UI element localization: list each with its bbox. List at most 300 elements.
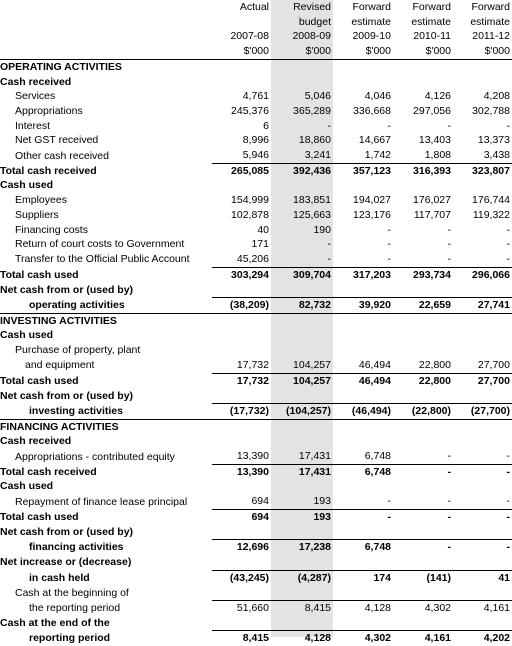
row-label: Employees bbox=[15, 194, 67, 207]
table-row bbox=[0, 104, 512, 119]
row-value: 4,302 bbox=[393, 601, 453, 616]
row-value bbox=[212, 75, 271, 90]
row-label: Interest bbox=[15, 119, 51, 132]
table-row bbox=[0, 343, 512, 358]
row-value: - bbox=[453, 464, 512, 479]
row-label: in cash held bbox=[29, 571, 90, 584]
row-value: (38,209) bbox=[212, 298, 271, 314]
row-value bbox=[333, 388, 393, 403]
row-value: 194,027 bbox=[353, 194, 391, 207]
row-value: 125,663 bbox=[293, 208, 331, 221]
row-value: 12,696 bbox=[212, 540, 271, 555]
table-row bbox=[0, 570, 512, 585]
row-value: 3,438 bbox=[483, 149, 510, 162]
row-label: Net cash from or (used by) bbox=[0, 283, 134, 296]
row-value bbox=[271, 343, 333, 358]
table-row bbox=[0, 585, 512, 600]
row-value: 190 bbox=[313, 223, 331, 236]
row-value bbox=[271, 525, 333, 540]
row-label: Total cash received bbox=[0, 465, 97, 478]
row-value: 17,732 bbox=[236, 358, 269, 371]
row-value: 694 bbox=[251, 495, 269, 508]
row-value: - bbox=[447, 495, 451, 508]
header-blank bbox=[0, 29, 212, 44]
row-value: 6 bbox=[263, 119, 269, 132]
column-year: 2010-11 bbox=[413, 30, 451, 43]
row-value: 27,700 bbox=[477, 358, 510, 371]
row-label: Financing costs bbox=[15, 223, 88, 236]
row-value bbox=[333, 75, 393, 90]
header-row-3 bbox=[0, 29, 512, 44]
row-value bbox=[453, 479, 512, 494]
row-value: - bbox=[447, 238, 451, 251]
column-header: Actual bbox=[239, 1, 269, 13]
row-value bbox=[271, 479, 333, 494]
row-value: (43,245) bbox=[212, 570, 271, 585]
row-label: Total cash received bbox=[0, 164, 97, 177]
row-label: INVESTING ACTIVITIES bbox=[0, 313, 212, 328]
table-row bbox=[0, 373, 512, 388]
row-value: 27,700 bbox=[453, 373, 512, 388]
row-value bbox=[393, 75, 453, 90]
row-value: 17,732 bbox=[212, 373, 271, 388]
row-value bbox=[333, 59, 393, 74]
table-row bbox=[0, 252, 512, 267]
row-value bbox=[271, 419, 333, 434]
column-header: Forward bbox=[471, 1, 510, 13]
row-value: - bbox=[393, 540, 453, 555]
row-value bbox=[393, 525, 453, 540]
row-value: (46,494) bbox=[333, 403, 393, 419]
column-header: Forward bbox=[412, 1, 451, 13]
row-value: 4,161 bbox=[393, 631, 453, 646]
column-unit: $'000 bbox=[333, 44, 393, 59]
table-row bbox=[0, 119, 512, 134]
row-value: 104,257 bbox=[271, 373, 333, 388]
row-value: - bbox=[506, 450, 510, 463]
row-value: - bbox=[447, 119, 451, 132]
row-value: 6,748 bbox=[333, 464, 393, 479]
column-header: Forward bbox=[352, 1, 391, 13]
row-value bbox=[271, 59, 333, 74]
row-value: 17,238 bbox=[271, 540, 333, 555]
row-value: 17,431 bbox=[298, 450, 331, 463]
row-value: 119,322 bbox=[472, 208, 510, 221]
row-value: - bbox=[387, 223, 391, 236]
row-value bbox=[271, 585, 333, 600]
row-value: 8,415 bbox=[271, 601, 333, 616]
row-value bbox=[212, 328, 271, 343]
column-header: estimate bbox=[470, 15, 510, 28]
row-label: Net cash from or (used by) bbox=[0, 526, 134, 539]
column-unit: $'000 bbox=[212, 44, 271, 59]
row-value bbox=[271, 313, 333, 328]
row-value: 46,494 bbox=[333, 373, 393, 388]
row-value: (22,800) bbox=[393, 403, 453, 419]
table-row bbox=[0, 449, 512, 464]
row-value: 293,734 bbox=[393, 267, 453, 282]
row-value: 6,748 bbox=[333, 540, 393, 555]
row-value: - bbox=[447, 252, 451, 265]
column-year: 2008-09 bbox=[292, 30, 331, 43]
row-value: - bbox=[506, 252, 510, 265]
column-year: 2009-10 bbox=[352, 30, 391, 43]
header-row-2 bbox=[0, 15, 512, 30]
row-value bbox=[212, 343, 271, 358]
row-value: 303,294 bbox=[212, 267, 271, 282]
row-label: Cash received bbox=[0, 435, 72, 448]
row-value: 3,241 bbox=[304, 149, 331, 162]
row-label: Purchase of property, plant bbox=[15, 344, 141, 357]
row-value: 17,431 bbox=[271, 464, 333, 479]
row-value bbox=[333, 434, 393, 449]
row-value bbox=[453, 313, 512, 328]
row-value bbox=[453, 388, 512, 403]
row-value: 193 bbox=[313, 495, 331, 508]
row-value: 18,860 bbox=[298, 134, 331, 147]
row-value bbox=[333, 479, 393, 494]
header-blank bbox=[0, 15, 212, 30]
table-row bbox=[0, 555, 512, 570]
row-value: - bbox=[387, 119, 391, 132]
row-label: Cash at the end of the bbox=[0, 617, 110, 630]
row-value bbox=[453, 555, 512, 570]
row-value: 117,707 bbox=[413, 208, 451, 221]
row-value bbox=[212, 479, 271, 494]
row-value: 22,800 bbox=[393, 373, 453, 388]
row-value: 694 bbox=[212, 509, 271, 524]
row-value: 22,800 bbox=[418, 358, 451, 371]
table-row bbox=[0, 313, 512, 328]
row-value: - bbox=[327, 238, 331, 251]
row-value: 4,208 bbox=[483, 90, 510, 103]
row-value bbox=[393, 328, 453, 343]
row-value: 297,056 bbox=[413, 104, 451, 117]
row-label: Repayment of finance lease principal bbox=[15, 495, 188, 508]
row-value: 51,660 bbox=[212, 601, 271, 616]
row-value bbox=[333, 419, 393, 434]
row-value bbox=[333, 525, 393, 540]
row-value bbox=[271, 178, 333, 193]
row-value bbox=[393, 616, 453, 631]
row-label: FINANCING ACTIVITIES bbox=[0, 419, 212, 434]
table-row bbox=[0, 601, 512, 616]
row-value bbox=[333, 328, 393, 343]
row-value bbox=[212, 282, 271, 297]
row-value: 41 bbox=[453, 570, 512, 585]
row-value: 13,403 bbox=[418, 134, 451, 147]
row-value: - bbox=[393, 464, 453, 479]
row-label: Other cash received bbox=[15, 149, 109, 162]
row-value bbox=[453, 616, 512, 631]
row-value bbox=[271, 388, 333, 403]
table-row bbox=[0, 267, 512, 282]
row-value bbox=[393, 419, 453, 434]
row-value: 336,668 bbox=[353, 104, 391, 117]
table-row bbox=[0, 89, 512, 104]
row-value: - bbox=[447, 223, 451, 236]
row-value: 82,732 bbox=[271, 298, 333, 314]
row-value: 357,123 bbox=[333, 163, 393, 178]
table-row bbox=[0, 434, 512, 449]
table-row bbox=[0, 464, 512, 479]
table-row bbox=[0, 178, 512, 193]
row-value: (4,287) bbox=[271, 570, 333, 585]
column-unit: $'000 bbox=[453, 44, 512, 59]
row-value bbox=[212, 555, 271, 570]
row-value bbox=[212, 178, 271, 193]
row-label: Cash received bbox=[0, 75, 72, 88]
row-label: Total cash used bbox=[0, 510, 79, 523]
row-value: - bbox=[327, 252, 331, 265]
row-value: - bbox=[453, 509, 512, 524]
header-row-1 bbox=[0, 0, 512, 15]
row-value bbox=[333, 313, 393, 328]
table-row bbox=[0, 237, 512, 252]
row-value bbox=[393, 585, 453, 600]
row-value: - bbox=[387, 495, 391, 508]
row-value bbox=[333, 282, 393, 297]
row-value bbox=[333, 178, 393, 193]
row-value: 171 bbox=[251, 238, 269, 251]
row-value: 22,659 bbox=[393, 298, 453, 314]
row-value bbox=[453, 178, 512, 193]
row-label: Transfer to the Official Public Account bbox=[15, 253, 190, 266]
row-value: 13,390 bbox=[212, 464, 271, 479]
row-value: 102,878 bbox=[231, 208, 269, 221]
row-label: financing activities bbox=[29, 541, 124, 554]
table-row bbox=[0, 479, 512, 494]
row-value bbox=[453, 525, 512, 540]
row-value: 123,176 bbox=[353, 208, 391, 221]
row-value: 13,390 bbox=[236, 450, 269, 463]
row-value: 309,704 bbox=[271, 267, 333, 282]
column-header bbox=[212, 15, 271, 30]
row-label: Cash used bbox=[0, 329, 54, 342]
row-value: 8,415 bbox=[212, 631, 271, 646]
row-value: - bbox=[506, 223, 510, 236]
row-value: - bbox=[387, 252, 391, 265]
header-blank bbox=[0, 0, 212, 15]
row-value bbox=[453, 434, 512, 449]
row-value bbox=[271, 616, 333, 631]
row-value bbox=[271, 434, 333, 449]
row-value: 46,494 bbox=[358, 358, 391, 371]
row-value: 392,436 bbox=[271, 163, 333, 178]
row-value bbox=[453, 343, 512, 358]
row-value bbox=[212, 388, 271, 403]
row-value: 13,373 bbox=[477, 134, 510, 147]
row-value bbox=[271, 328, 333, 343]
row-value: - bbox=[453, 540, 512, 555]
row-value: 183,851 bbox=[293, 194, 331, 207]
table-row bbox=[0, 133, 512, 148]
table-row bbox=[0, 148, 512, 163]
row-label: Net increase or (decrease) bbox=[0, 556, 132, 569]
table-row bbox=[0, 616, 512, 631]
row-label: Appropriations bbox=[15, 104, 83, 117]
table-row bbox=[0, 282, 512, 297]
row-value: 40 bbox=[257, 223, 269, 236]
row-value bbox=[393, 343, 453, 358]
row-value bbox=[333, 616, 393, 631]
table-row bbox=[0, 298, 512, 314]
table-row bbox=[0, 509, 512, 524]
row-label: Appropriations - contributed equity bbox=[15, 450, 175, 463]
row-value: 4,202 bbox=[453, 631, 512, 646]
row-value bbox=[212, 616, 271, 631]
column-unit: $'000 bbox=[271, 44, 333, 59]
table-row bbox=[0, 540, 512, 555]
table-row bbox=[0, 208, 512, 223]
row-label: Services bbox=[15, 90, 56, 103]
column-header: budget bbox=[298, 15, 331, 28]
row-value: 4,302 bbox=[333, 631, 393, 646]
row-value: 4,126 bbox=[424, 90, 451, 103]
row-value: 6,748 bbox=[364, 450, 391, 463]
row-value: 317,203 bbox=[333, 267, 393, 282]
column-year: 2011-12 bbox=[472, 30, 510, 43]
row-value: 5,946 bbox=[242, 149, 269, 162]
row-value bbox=[271, 282, 333, 297]
row-value: 245,376 bbox=[231, 104, 269, 117]
row-value: - bbox=[447, 450, 451, 463]
table-row bbox=[0, 358, 512, 373]
row-value bbox=[212, 525, 271, 540]
row-value: 4,046 bbox=[364, 90, 391, 103]
row-value bbox=[453, 282, 512, 297]
row-value: 8,996 bbox=[242, 134, 269, 147]
row-value bbox=[212, 419, 271, 434]
row-value bbox=[333, 343, 393, 358]
row-value: 4,128 bbox=[333, 601, 393, 616]
row-value: 45,206 bbox=[236, 252, 269, 265]
row-label: OPERATING ACTIVITIES bbox=[0, 60, 122, 73]
table-row bbox=[0, 403, 512, 419]
row-value: 154,999 bbox=[231, 194, 269, 207]
table-row bbox=[0, 631, 512, 646]
column-year: 2007-08 bbox=[230, 30, 269, 43]
row-value bbox=[393, 555, 453, 570]
row-value bbox=[212, 585, 271, 600]
table-row bbox=[0, 193, 512, 208]
row-value bbox=[271, 75, 333, 90]
row-value: - bbox=[327, 119, 331, 132]
row-value bbox=[393, 388, 453, 403]
row-value: 176,027 bbox=[413, 194, 451, 207]
row-label: Net cash from or (used by) bbox=[0, 389, 134, 402]
row-label: Cash at the beginning of bbox=[15, 586, 129, 599]
row-value: 27,741 bbox=[453, 298, 512, 314]
row-label: the reporting period bbox=[29, 602, 121, 615]
row-value: 1,742 bbox=[364, 149, 391, 162]
row-value bbox=[453, 585, 512, 600]
column-header: Revised bbox=[293, 1, 331, 13]
row-value bbox=[333, 555, 393, 570]
row-value: - bbox=[393, 509, 453, 524]
row-value: - bbox=[506, 238, 510, 251]
row-label: Cash used bbox=[0, 179, 54, 192]
row-value bbox=[333, 585, 393, 600]
row-value bbox=[212, 434, 271, 449]
row-label: Cash used bbox=[0, 480, 54, 493]
row-label: Return of court costs to Government bbox=[15, 238, 185, 251]
row-value bbox=[393, 434, 453, 449]
row-value: 4,761 bbox=[242, 90, 269, 103]
row-label: Net GST received bbox=[15, 134, 99, 147]
row-label: reporting period bbox=[29, 632, 111, 645]
table-row bbox=[0, 75, 512, 90]
table-row bbox=[0, 163, 512, 178]
column-unit: $'000 bbox=[393, 44, 453, 59]
row-label: Total cash used bbox=[0, 268, 79, 281]
row-value bbox=[453, 328, 512, 343]
row-value: 174 bbox=[333, 570, 393, 585]
row-label: Total cash used bbox=[0, 374, 79, 387]
row-label: and equipment bbox=[25, 359, 95, 372]
row-value: - bbox=[506, 495, 510, 508]
table-row bbox=[0, 388, 512, 403]
row-value: 4,161 bbox=[453, 601, 512, 616]
row-value: 5,046 bbox=[304, 90, 331, 103]
row-value bbox=[271, 555, 333, 570]
row-value: (17,732) bbox=[212, 403, 271, 419]
row-value: - bbox=[387, 238, 391, 251]
row-value: - bbox=[506, 119, 510, 132]
row-value bbox=[212, 313, 271, 328]
row-value: 365,289 bbox=[293, 104, 331, 117]
row-value: 176,744 bbox=[472, 194, 510, 207]
row-value: 39,920 bbox=[333, 298, 393, 314]
row-label: investing activities bbox=[29, 404, 123, 417]
row-label: Suppliers bbox=[15, 208, 59, 221]
row-value bbox=[393, 178, 453, 193]
header-blank bbox=[0, 44, 212, 59]
table-row bbox=[0, 223, 512, 238]
row-value bbox=[393, 59, 453, 74]
row-value: (27,700) bbox=[453, 403, 512, 419]
row-value: 14,667 bbox=[358, 134, 391, 147]
row-value: 296,066 bbox=[453, 267, 512, 282]
table-row bbox=[0, 494, 512, 509]
row-value: 316,393 bbox=[393, 163, 453, 178]
row-value: 104,257 bbox=[293, 358, 331, 371]
row-value bbox=[393, 282, 453, 297]
row-value: 1,808 bbox=[424, 149, 451, 162]
row-value bbox=[453, 419, 512, 434]
row-value: 302,788 bbox=[472, 104, 510, 117]
row-value: (104,257) bbox=[271, 403, 333, 419]
row-value: 193 bbox=[271, 509, 333, 524]
row-value: (141) bbox=[393, 570, 453, 585]
table-row bbox=[0, 59, 512, 74]
row-value bbox=[393, 313, 453, 328]
table-row bbox=[0, 328, 512, 343]
row-value: 265,085 bbox=[212, 163, 271, 178]
column-header: estimate bbox=[351, 15, 391, 28]
row-value bbox=[453, 59, 512, 74]
table-row bbox=[0, 525, 512, 540]
row-value bbox=[212, 59, 271, 74]
row-label: operating activities bbox=[29, 299, 125, 312]
column-header: estimate bbox=[411, 15, 451, 28]
row-value: 4,128 bbox=[271, 631, 333, 646]
table-row bbox=[0, 419, 512, 434]
row-value: 323,807 bbox=[453, 163, 512, 178]
row-value: - bbox=[333, 509, 393, 524]
row-value bbox=[453, 75, 512, 90]
header-row-units bbox=[0, 44, 512, 59]
